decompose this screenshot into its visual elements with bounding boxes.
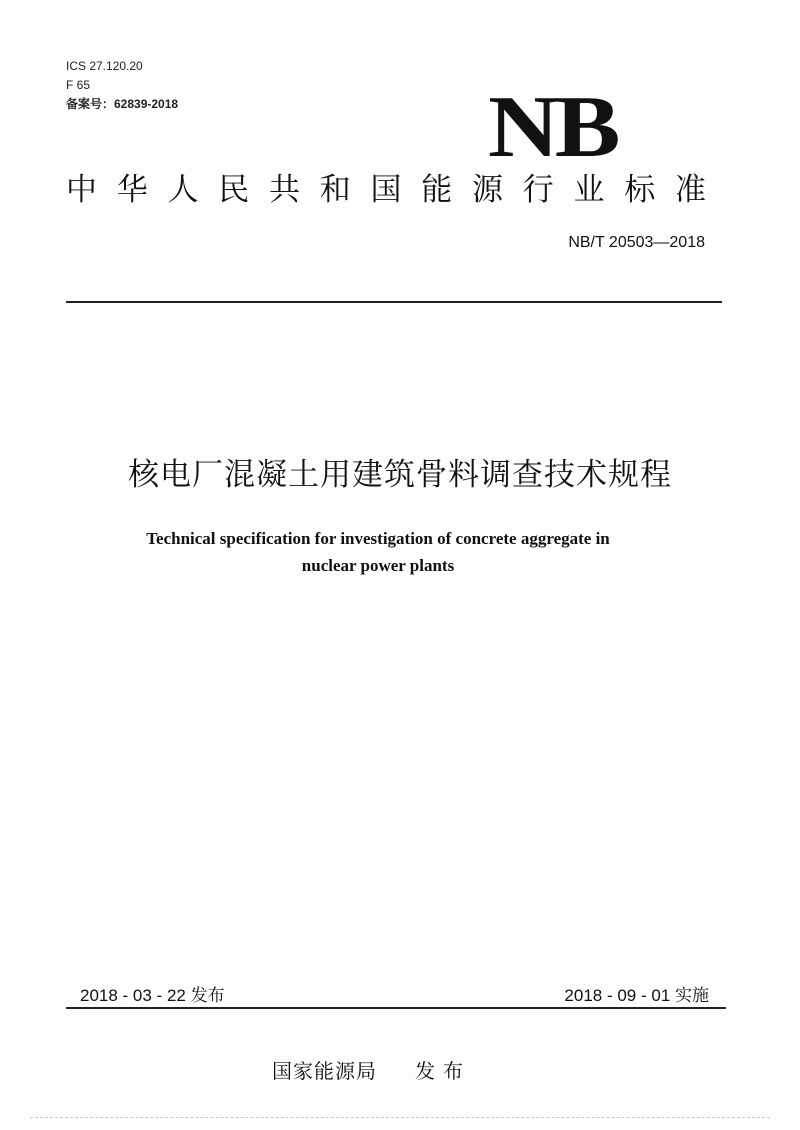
ics-code: ICS 27.120.20 bbox=[66, 59, 143, 73]
standard-title-char: 国 bbox=[370, 172, 402, 208]
standard-title-char: 和 bbox=[319, 172, 351, 208]
publisher-line bbox=[272, 1058, 471, 1084]
scan-edge-marks bbox=[30, 1117, 770, 1120]
standard-title-char: 标 bbox=[624, 172, 656, 208]
publisher-name: 国家能源局 bbox=[272, 1059, 377, 1083]
footer-divider bbox=[66, 1007, 726, 1009]
standard-title-char: 民 bbox=[218, 172, 250, 208]
header-divider bbox=[66, 301, 722, 303]
standard-title-char: 业 bbox=[573, 172, 605, 208]
issue-date: 2018 - 03 - 22 发布 bbox=[80, 986, 225, 1005]
publish-label: 发布 bbox=[415, 1059, 471, 1083]
standard-title-char: 行 bbox=[522, 172, 554, 208]
document-title-cn: 核电厂混凝土用建筑骨料调查技术规程 bbox=[128, 457, 672, 493]
standard-title-char: 共 bbox=[269, 172, 300, 208]
standard-title-char: 华 bbox=[116, 172, 148, 208]
standard-title-char: 人 bbox=[167, 172, 199, 208]
nb-logo: NB bbox=[488, 79, 616, 176]
title-en-line: nuclear power plants bbox=[301, 556, 455, 575]
standard-title-char: 能 bbox=[421, 172, 453, 208]
implementation-date: 2018 - 09 - 01 实施 bbox=[564, 986, 709, 1005]
category-code: F 65 bbox=[66, 78, 91, 92]
title-en-line: Technical specification for investigation of concrete aggregate in bbox=[146, 529, 610, 548]
filing-number: 备案号：62839-2018 bbox=[66, 97, 179, 111]
standard-title-char: 源 bbox=[472, 172, 503, 208]
standard-number: NB/T 20503—2018 bbox=[568, 234, 705, 251]
standard-title-char: 准 bbox=[675, 172, 706, 208]
document-title-en bbox=[0, 525, 756, 579]
standard-category-title bbox=[66, 170, 706, 210]
standard-title-char: 中 bbox=[66, 172, 97, 208]
classification-block bbox=[66, 57, 178, 114]
